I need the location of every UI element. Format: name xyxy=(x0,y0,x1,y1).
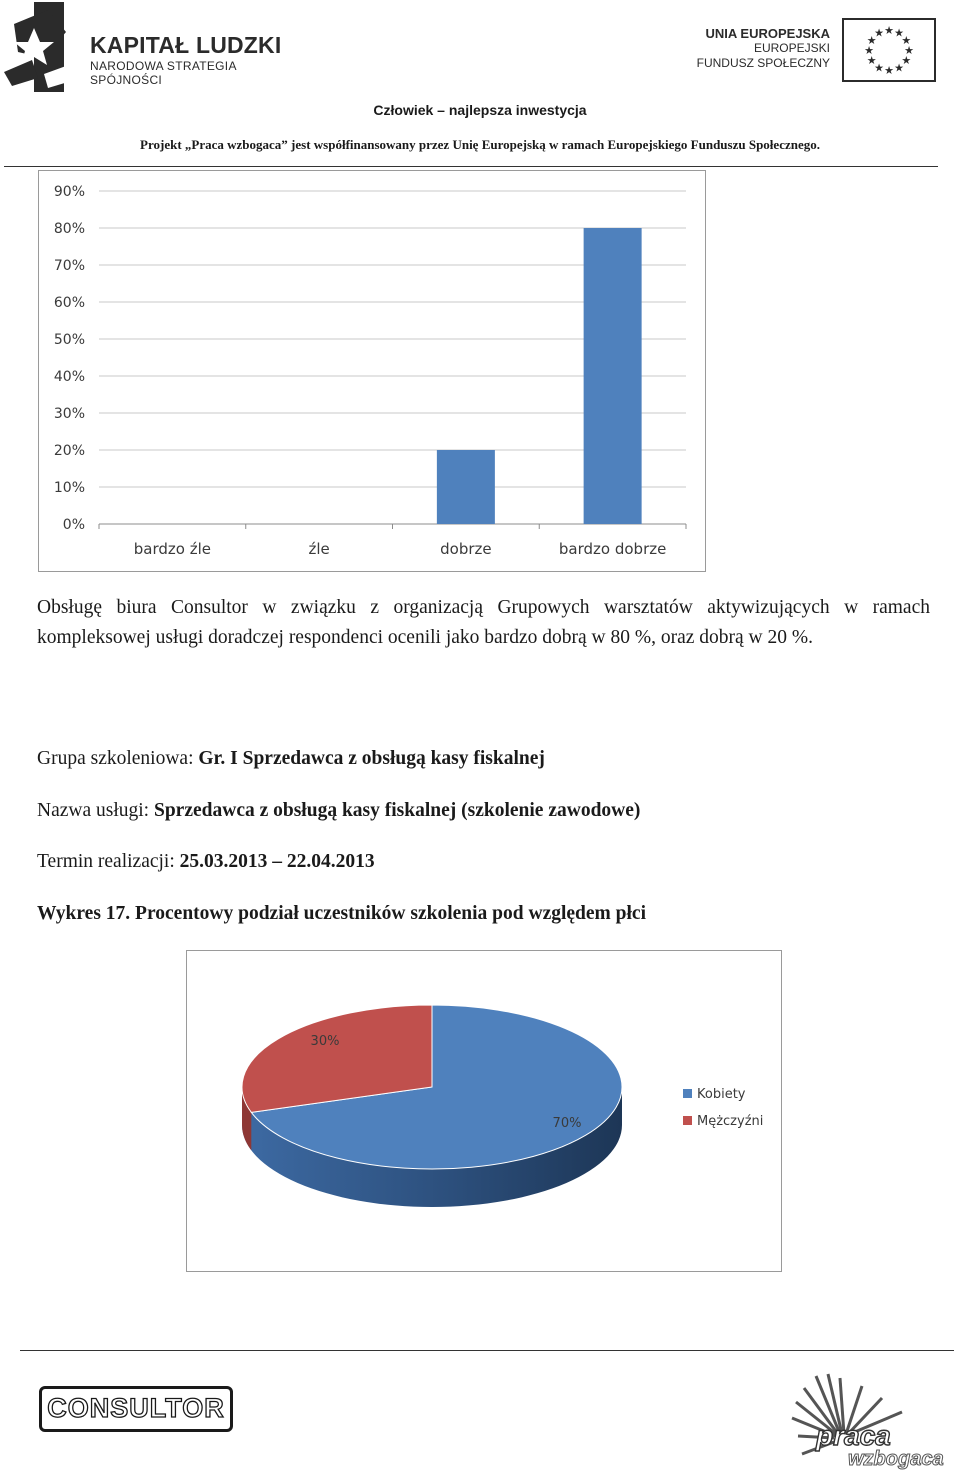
bar xyxy=(437,450,495,524)
legend-label: Kobiety xyxy=(697,1087,746,1102)
eu-star-icon: ★ xyxy=(901,34,912,47)
eu-star-icon: ★ xyxy=(866,34,877,47)
x-category-label: bardzo źle xyxy=(133,540,211,558)
kapital-ludzki-emblem-icon xyxy=(4,2,74,94)
kapital-ludzki-logo xyxy=(4,2,304,94)
y-tick-label: 40% xyxy=(53,369,85,385)
praca-wzbogaca-logo xyxy=(790,1372,960,1472)
service-label: Nazwa usługi: xyxy=(37,800,154,821)
eu-line-1: UNIA EUROPEJSKA xyxy=(705,26,830,41)
eu-star-icon: ★ xyxy=(874,61,884,75)
term-line xyxy=(37,851,375,873)
y-tick-label: 60% xyxy=(53,295,85,311)
footer-divider xyxy=(20,1350,954,1351)
eu-flag-icon xyxy=(842,18,936,82)
gender-pie-chart xyxy=(186,950,782,1272)
eu-star-icon: ★ xyxy=(884,64,894,77)
bar xyxy=(584,228,642,524)
y-tick-label: 20% xyxy=(53,443,85,459)
eu-star-icon: ★ xyxy=(904,44,914,57)
eu-line-2: EUROPEJSKI xyxy=(753,41,830,55)
pie-data-label: 30% xyxy=(310,1034,340,1049)
y-tick-label: 0% xyxy=(62,517,85,533)
project-funding-line: Projekt „Praca wzbogaca” jest współfinansowany przez Unię Europejską w ramach Europejskiego Funduszu Społecznego. xyxy=(140,137,820,152)
group-line xyxy=(37,748,545,770)
group-value: Gr. I Sprzedawca z obsługą kasy fiskalnej xyxy=(198,748,545,769)
figure-caption: Wykres 17. Procentowy podział uczestników szkolenia pod względem płci xyxy=(37,903,647,924)
eu-star-icon: ★ xyxy=(864,44,874,57)
motto: Człowiek – najlepsza inwestycja xyxy=(373,102,587,118)
eu-star-icon: ★ xyxy=(874,26,884,40)
bar-chart-plot xyxy=(39,171,705,571)
praca-logo-word-1: praca xyxy=(816,1420,891,1451)
x-category-label: źle xyxy=(308,540,330,558)
consultor-logo xyxy=(39,1386,233,1432)
x-category-label: dobrze xyxy=(440,540,492,558)
legend-swatch xyxy=(683,1116,692,1125)
legend-swatch xyxy=(683,1089,692,1098)
legend-label: Mężczyźni xyxy=(697,1114,764,1129)
pie-chart-plot xyxy=(187,951,781,1271)
y-tick-label: 70% xyxy=(53,258,85,274)
group-label: Grupa szkoleniowa: xyxy=(37,748,199,769)
x-category-label: bardzo dobrze xyxy=(558,540,667,558)
term-label: Termin realizacji: xyxy=(37,851,180,872)
eu-line-3: FUNDUSZ SPOŁECZNY xyxy=(696,56,830,70)
y-tick-label: 90% xyxy=(53,184,85,200)
eu-logo-text xyxy=(697,26,830,71)
eu-star-icon: ★ xyxy=(866,54,877,67)
eu-logo xyxy=(696,18,940,88)
kapital-ludzki-subtitle: NARODOWA STRATEGIA SPÓJNOŚCI xyxy=(90,59,237,87)
y-tick-label: 50% xyxy=(53,332,85,348)
y-tick-label: 10% xyxy=(53,480,85,496)
service-line xyxy=(37,800,640,822)
term-value: 25.03.2013 – 22.04.2013 xyxy=(179,851,375,872)
kapital-ludzki-title: KAPITAŁ LUDZKI xyxy=(90,32,282,58)
header-divider xyxy=(4,166,938,167)
y-tick-label: 30% xyxy=(53,406,85,422)
y-tick-label: 80% xyxy=(53,221,85,237)
rating-summary-paragraph: Obsługę biura Consultor w związku z organizacją Grupowych warsztatów aktywizujących w ramach kompleksowej usługi doradczej respondenci ocenili jako bardzo dobrą w 80 %, oraz dobrą w 20 %. xyxy=(37,597,930,648)
eu-star-icon: ★ xyxy=(901,54,912,67)
pie-data-label: 70% xyxy=(552,1116,582,1131)
eu-star-icon: ★ xyxy=(894,26,904,40)
praca-logo-word-2: wzbogaca xyxy=(848,1448,944,1470)
eu-star-icon: ★ xyxy=(894,61,904,75)
eu-star-icon: ★ xyxy=(884,24,894,37)
consultor-logo-text: CONSULTOR xyxy=(47,1393,225,1423)
rating-bar-chart xyxy=(38,170,706,572)
service-value: Sprzedawca z obsługą kasy fiskalnej (szkolenie zawodowe) xyxy=(153,800,641,821)
